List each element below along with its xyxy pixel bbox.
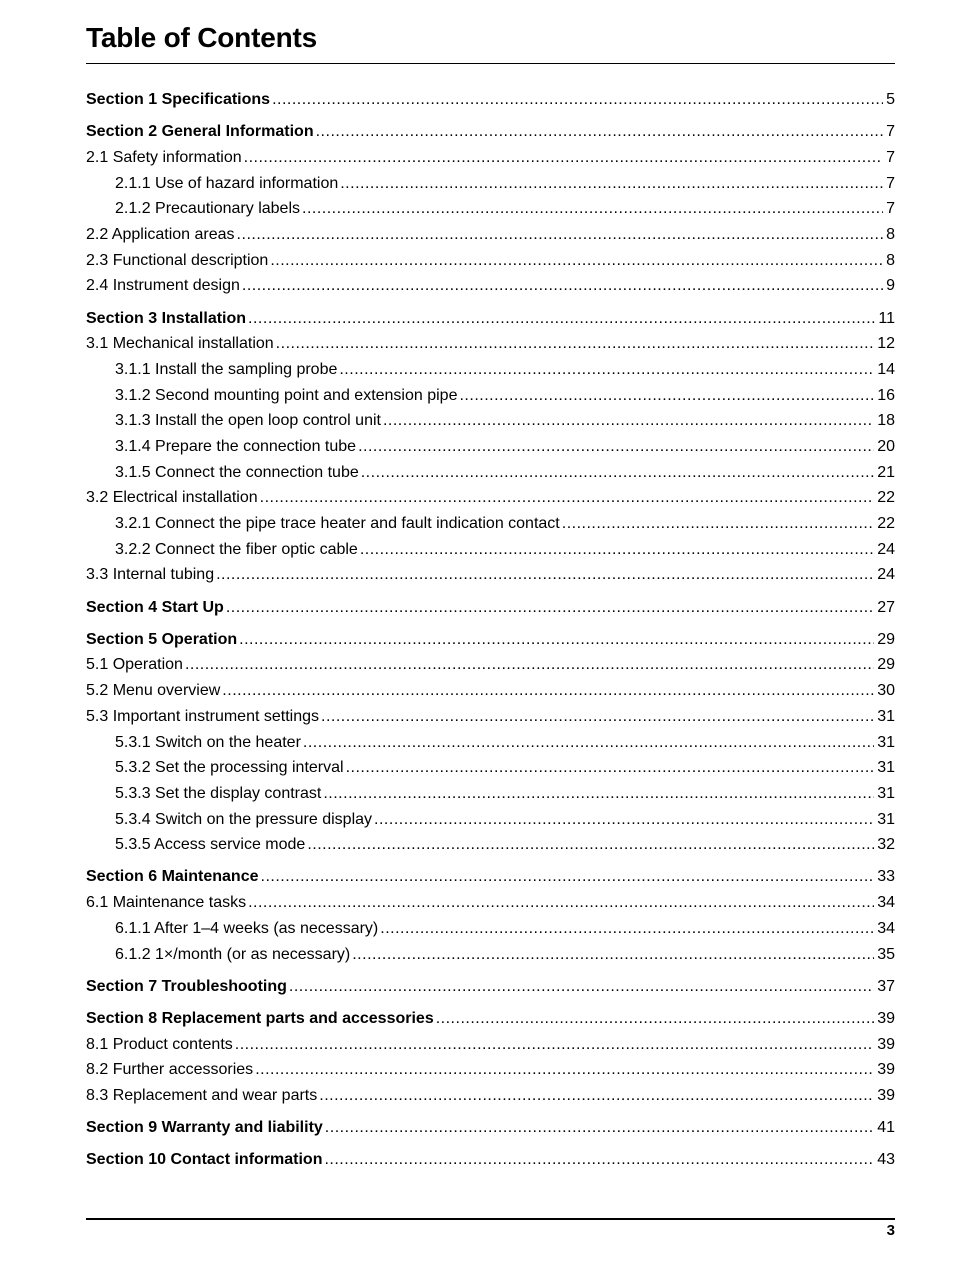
toc-entry[interactable] (86, 627, 895, 653)
toc-entry-label: 2.1.1 Use of hazard information (115, 174, 339, 192)
dot-leader (222, 678, 874, 704)
toc-entry[interactable] (86, 1083, 895, 1109)
toc-entry-label: 2.1 Safety information (86, 148, 242, 166)
dot-leader (216, 562, 874, 588)
toc-entry[interactable] (86, 87, 895, 113)
toc-entry-page: 39 (877, 1035, 895, 1053)
toc-entry-label: 5.3.2 Set the processing interval (115, 759, 344, 777)
toc-entry[interactable] (86, 537, 895, 563)
toc-entry-page: 24 (877, 566, 895, 584)
toc-entry[interactable] (86, 562, 895, 588)
toc-entry[interactable] (86, 916, 895, 942)
dot-leader (459, 383, 874, 409)
toc-entry-label: 2.4 Instrument design (86, 277, 240, 295)
toc-entry-label: Section 5 Operation (86, 630, 238, 648)
toc-entry-label: Section 3 Installation (86, 309, 247, 327)
toc-entry[interactable] (86, 119, 895, 145)
toc-entry-page: 18 (877, 412, 895, 430)
toc-entry-label: 2.3 Functional description (86, 251, 269, 269)
dot-leader (360, 537, 874, 563)
toc-entry[interactable] (86, 890, 895, 916)
toc-entry-page: 37 (877, 977, 895, 995)
dot-leader (226, 595, 874, 621)
toc-entry[interactable] (86, 1147, 895, 1173)
toc-entry-page: 34 (877, 919, 895, 937)
toc-entry-label: Section 6 Maintenance (86, 868, 259, 886)
dot-leader (248, 890, 874, 916)
toc-entry-label: 6.1 Maintenance tasks (86, 894, 247, 912)
toc-entry-page: 20 (877, 437, 895, 455)
toc-entry-page: 8 (886, 225, 895, 243)
dot-leader (235, 1032, 874, 1058)
toc-entry-page: 12 (877, 335, 895, 353)
dot-leader (361, 460, 874, 486)
toc-entry[interactable] (86, 460, 895, 486)
page-title: Table of Contents (86, 22, 317, 53)
toc-entry[interactable] (86, 485, 895, 511)
toc-entry-page: 21 (877, 463, 895, 481)
toc-entry-label: 5.2 Menu overview (86, 682, 221, 700)
dot-leader (325, 1115, 874, 1141)
footer-divider (86, 1218, 895, 1220)
toc-entry-page: 39 (877, 1061, 895, 1079)
toc-entry-label: Section 7 Troubleshooting (86, 977, 287, 995)
dot-leader (321, 704, 874, 730)
dot-leader (383, 408, 874, 434)
toc-entry-page: 32 (877, 836, 895, 854)
page-number: 3 (886, 1222, 895, 1239)
toc-entry[interactable] (86, 832, 895, 858)
dot-leader (323, 781, 874, 807)
dot-leader (237, 222, 884, 248)
toc-entry-page: 31 (877, 784, 895, 802)
toc-entry[interactable] (86, 434, 895, 460)
dot-leader (346, 755, 875, 781)
toc-entry-page: 29 (877, 656, 895, 674)
toc-entry[interactable] (86, 1032, 895, 1058)
toc-entry[interactable] (86, 1006, 895, 1032)
dot-leader (562, 511, 874, 537)
toc-entry[interactable] (86, 357, 895, 383)
toc-entry-label: 5.1 Operation (86, 656, 183, 674)
toc-entry[interactable] (86, 273, 895, 299)
dot-leader (302, 196, 883, 222)
toc-entry-label: 5.3 Important instrument settings (86, 707, 319, 725)
toc-entry-label: 5.3.4 Switch on the pressure display (115, 810, 373, 828)
toc-entry-page: 8 (886, 251, 895, 269)
toc-entry-page: 31 (877, 733, 895, 751)
toc-entry-page: 22 (877, 515, 895, 532)
toc-entry-page: 22 (877, 489, 895, 507)
toc-entry[interactable] (86, 755, 895, 781)
toc-entry[interactable] (86, 171, 895, 197)
toc-entry-label: 8.2 Further accessories (86, 1061, 254, 1079)
table-of-contents (86, 87, 895, 1173)
toc-entry-page: 41 (877, 1119, 895, 1137)
toc-entry[interactable] (86, 383, 895, 409)
toc-entry[interactable] (86, 942, 895, 968)
toc-entry-label: 3.1.3 Install the open loop control unit (115, 412, 381, 430)
toc-entry-label: 3.1.2 Second mounting point and extension pipe (115, 386, 458, 404)
dot-leader (374, 807, 874, 833)
dot-leader (436, 1006, 874, 1032)
toc-entry-label: 3.1.5 Connect the connection tube (115, 463, 359, 481)
toc-entry-page: 34 (877, 894, 895, 912)
dot-leader (303, 730, 874, 756)
toc-entry[interactable] (86, 704, 895, 730)
toc-entry[interactable] (86, 781, 895, 807)
toc-entry-page: 7 (886, 174, 895, 192)
dot-leader (358, 434, 874, 460)
toc-entry-label: 2.2 Application areas (86, 225, 235, 243)
toc-entry[interactable] (86, 595, 895, 621)
toc-entry-label: 8.3 Replacement and wear parts (86, 1086, 318, 1104)
dot-leader (242, 273, 883, 299)
toc-entry-label: 5.3.1 Switch on the heater (115, 733, 301, 751)
toc-entry[interactable] (86, 1057, 895, 1083)
toc-entry-page: 29 (877, 630, 895, 648)
toc-entry-page: 43 (877, 1151, 895, 1169)
toc-entry[interactable] (86, 1115, 895, 1141)
toc-entry-page: 11 (878, 309, 895, 327)
toc-entry-label: 3.1.1 Install the sampling probe (115, 360, 338, 378)
toc-entry[interactable] (86, 408, 895, 434)
toc-entry-label: 3.1 Mechanical installation (86, 335, 274, 353)
toc-entry-page: 39 (877, 1009, 895, 1027)
dot-leader (307, 832, 874, 858)
toc-entry-label: Section 9 Warranty and liability (86, 1119, 323, 1137)
dot-leader (244, 145, 883, 171)
toc-entry[interactable] (86, 196, 895, 222)
toc-entry[interactable] (86, 145, 895, 171)
toc-entry-label: Section 1 Specifications (86, 91, 271, 108)
toc-entry-page: 27 (877, 598, 895, 616)
toc-entry-label: Section 2 General Information (86, 123, 314, 141)
toc-entry-page: 24 (877, 540, 895, 558)
toc-entry-label: 6.1.2 1×/month (or as necessary) (115, 945, 351, 963)
toc-entry-label: 3.3 Internal tubing (86, 566, 215, 584)
toc-entry-label: 2.1.2 Precautionary labels (115, 200, 300, 218)
toc-entry-label: 3.2.2 Connect the fiber optic cable (115, 540, 358, 558)
toc-entry-page: 39 (877, 1086, 895, 1104)
dot-leader (339, 357, 874, 383)
toc-entry-label: 5.3.5 Access service mode (115, 836, 306, 854)
dot-leader (319, 1083, 874, 1109)
title-divider (86, 63, 895, 64)
dot-leader (272, 87, 883, 113)
toc-entry[interactable] (86, 974, 895, 1000)
toc-entry-page: 31 (877, 810, 895, 828)
dot-leader (260, 485, 875, 511)
toc-entry-label: 3.1.4 Prepare the connection tube (115, 437, 357, 455)
toc-entry[interactable] (86, 652, 895, 678)
toc-entry[interactable] (86, 222, 895, 248)
dot-leader (261, 864, 875, 890)
toc-entry-page: 7 (886, 148, 895, 166)
toc-entry[interactable] (86, 864, 895, 890)
toc-entry-page: 16 (877, 386, 895, 404)
dot-leader (380, 916, 874, 942)
toc-entry-page: 31 (877, 707, 895, 725)
dot-leader (316, 119, 883, 145)
toc-entry-label: Section 10 Contact information (86, 1151, 323, 1169)
toc-entry[interactable] (86, 248, 895, 274)
toc-entry-page: 9 (886, 277, 895, 295)
toc-entry-page: 33 (877, 868, 895, 886)
toc-entry[interactable] (86, 306, 895, 332)
toc-entry-label: Section 4 Start Up (86, 598, 224, 616)
toc-entry[interactable] (86, 331, 895, 357)
dot-leader (239, 627, 874, 653)
toc-entry-page: 30 (877, 682, 895, 700)
dot-leader (289, 974, 874, 1000)
toc-entry[interactable] (86, 807, 895, 833)
toc-entry-page: 14 (877, 360, 895, 378)
toc-entry-label: 5.3.3 Set the display contrast (115, 784, 322, 802)
toc-entry-label: 8.1 Product contents (86, 1035, 233, 1053)
toc-entry[interactable] (86, 511, 895, 537)
toc-entry-page: 5 (886, 91, 895, 108)
toc-entry[interactable] (86, 678, 895, 704)
toc-entry-page: 31 (877, 759, 895, 777)
toc-entry-page: 7 (886, 123, 895, 141)
dot-leader (270, 248, 883, 274)
dot-leader (324, 1147, 874, 1173)
dot-leader (340, 171, 883, 197)
toc-entry-page: 7 (886, 200, 895, 218)
dot-leader (352, 942, 874, 968)
toc-entry-label: 3.2 Electrical installation (86, 489, 258, 507)
toc-entry-label: Section 8 Replacement parts and accessories (86, 1009, 434, 1027)
dot-leader (255, 1057, 874, 1083)
toc-entry-page: 35 (877, 945, 895, 963)
dot-leader (185, 652, 874, 678)
toc-entry-label: 3.2.1 Connect the pipe trace heater and fault indication contact (115, 515, 560, 532)
toc-entry-label: 6.1.1 After 1–4 weeks (as necessary) (115, 919, 379, 937)
dot-leader (248, 306, 875, 332)
dot-leader (276, 331, 875, 357)
toc-entry[interactable] (86, 730, 895, 756)
